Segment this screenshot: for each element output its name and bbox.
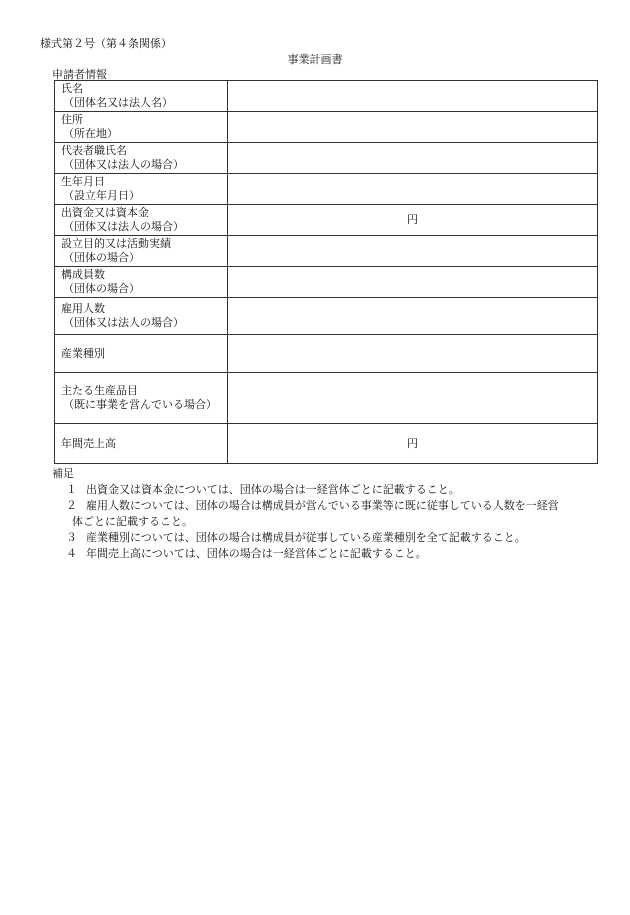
- table-row: [55, 267, 598, 298]
- row-value-field[interactable]: [228, 373, 598, 424]
- table-row: [55, 236, 598, 267]
- row-value-field[interactable]: [228, 267, 598, 298]
- row-value-field[interactable]: [228, 236, 598, 267]
- note-text-continued: 体ごとに記載すること。: [72, 515, 193, 528]
- document-title: 事業計画書: [287, 53, 343, 66]
- table-row: [55, 143, 598, 174]
- note-text: 産業種別については、団体の場合は構成員が従事している産業種別を全て記載すること。: [86, 531, 526, 544]
- row-value-field[interactable]: [228, 298, 598, 335]
- table-row: [55, 298, 598, 335]
- notes-heading: 補足: [52, 467, 74, 480]
- sales-value-field[interactable]: 円: [228, 424, 598, 464]
- row-value-field[interactable]: [228, 112, 598, 143]
- applicant-info-table: [54, 80, 598, 464]
- row-label-sub: （団体の場合）: [63, 251, 140, 264]
- row-label-main: 出資金又は資本金: [61, 206, 149, 219]
- form-number: 様式第２号（第４条関係）: [40, 37, 172, 50]
- row-label-sub: （団体又は法人の場合）: [63, 220, 184, 233]
- row-value-field[interactable]: [228, 174, 598, 205]
- table-row: [55, 174, 598, 205]
- row-label-sub: （団体の場合）: [63, 282, 140, 295]
- table-row: [55, 373, 598, 424]
- table-row: [55, 424, 598, 464]
- row-label: [55, 112, 228, 143]
- row-label-main: 氏名: [61, 82, 83, 95]
- row-label-sub: （団体又は法人の場合）: [63, 158, 184, 171]
- capital-value-field[interactable]: 円: [228, 205, 598, 236]
- row-label-sub: （団体又は法人の場合）: [63, 316, 184, 329]
- row-label-sub: （既に事業を営んでいる場合）: [63, 398, 217, 411]
- note-item: [66, 498, 606, 530]
- row-label: [55, 143, 228, 174]
- note-item: [66, 546, 606, 562]
- row-label-main: 構成員数: [61, 268, 105, 281]
- row-label-main: 代表者職氏名: [61, 144, 127, 157]
- row-label: [55, 267, 228, 298]
- row-value-field[interactable]: [228, 335, 598, 373]
- note-item: [66, 482, 606, 498]
- note-number: ３: [66, 531, 77, 544]
- row-label-main: 生年月日: [61, 175, 105, 188]
- notes-list: [66, 482, 606, 562]
- note-number: １: [66, 483, 77, 496]
- row-label-main: 雇用人数: [61, 302, 105, 315]
- row-label: [55, 81, 228, 112]
- row-label: [55, 298, 228, 335]
- row-label: [55, 373, 228, 424]
- note-text: 年間売上高については、団体の場合は一経営体ごとに記載すること。: [86, 547, 427, 560]
- row-label-main: 住所: [61, 113, 83, 126]
- row-label: [55, 236, 228, 267]
- row-value-field[interactable]: [228, 81, 598, 112]
- note-number: ２: [66, 499, 77, 512]
- table-row: [55, 81, 598, 112]
- row-label-main: 主たる生産品目: [61, 384, 138, 397]
- section-label: 申請者情報: [52, 68, 107, 81]
- row-label: [55, 424, 228, 464]
- row-label: [55, 174, 228, 205]
- note-text: 出資金又は資本金については、団体の場合は一経営体ごとに記載すること。: [86, 483, 460, 496]
- row-label-main: 設立目的又は活動実績: [61, 237, 171, 250]
- table-row: [55, 205, 598, 236]
- row-label-sub: （所在地）: [63, 127, 118, 140]
- note-number: ４: [66, 547, 77, 560]
- row-label-main: 年間売上高: [61, 436, 116, 450]
- row-label-main: 産業種別: [61, 346, 105, 360]
- row-label: [55, 205, 228, 236]
- table-row: [55, 335, 598, 373]
- row-label-sub: （設立年月日）: [63, 189, 140, 202]
- row-value-field[interactable]: [228, 143, 598, 174]
- note-item: [66, 530, 606, 546]
- note-text: 雇用人数については、団体の場合は構成員が営んでいる事業等に既に従事している人数を一経営: [86, 499, 559, 512]
- table-row: [55, 112, 598, 143]
- row-label: [55, 335, 228, 373]
- row-label-sub: （団体名又は法人名）: [63, 96, 173, 109]
